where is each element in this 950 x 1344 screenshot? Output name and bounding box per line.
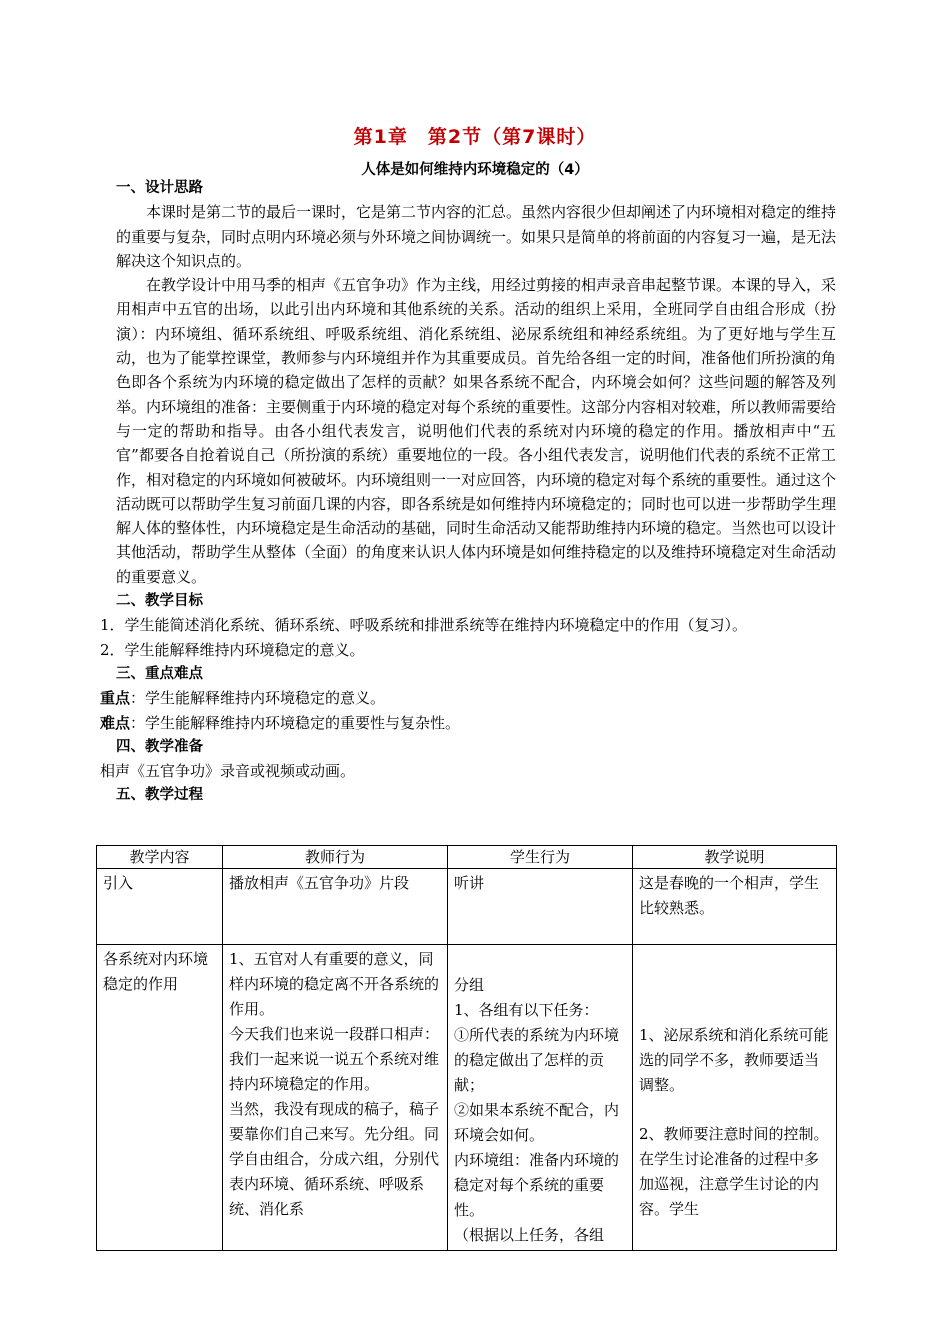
- section-heading-design: 一、设计思路: [116, 180, 203, 196]
- section-heading-preparation: 四、教学准备: [116, 738, 203, 755]
- key-point-label: 重点: [100, 689, 131, 708]
- table-row: [97, 869, 837, 945]
- row2-student-line-4: ②如果本系统不配合，内环境会如何。: [454, 1101, 620, 1144]
- row2-teacher-line-3: 我们一起来说一说五个系统对维持内环境稳定的作用。: [229, 1050, 440, 1093]
- row2-note-line-2: 2、教师要注意时间的控制。在学生讨论准备的过程中多加巡视，注意学生讨论的内容。学生: [639, 1125, 829, 1218]
- goal-item-2: 2．学生能解释维持内环境稳定的意义。: [100, 640, 365, 659]
- header-student: 学生行为: [448, 846, 633, 869]
- difficulty-line: [100, 711, 836, 735]
- goal-item-1: 1．学生能简述消化系统、循环系统、呼吸系统和排泄系统等在维持内环境稳定中的作用（复习）。: [100, 616, 748, 635]
- key-point-line: [100, 686, 836, 710]
- row2-teacher: [223, 945, 448, 1251]
- row2-student-line-5: 内环境组：准备内环境的稳定对每个系统的重要性。: [454, 1151, 620, 1219]
- header-content: 教学内容: [97, 846, 223, 869]
- row1-teacher: 播放相声《五官争功》片段: [223, 869, 448, 945]
- row2-student-line-3: ①所代表的系统为内环境的稳定做出了怎样的贡献；: [454, 1026, 620, 1094]
- lesson-title: 第1章 第2节（第7课时）: [353, 126, 597, 148]
- row2-teacher-line-1: 1、五官对人有重要的意义，同样内环境的稳定离不开各系统的作用。: [229, 950, 440, 1018]
- row2-student-line-6: （根据以上任务，各组: [454, 1226, 605, 1244]
- header-note: 教学说明: [633, 846, 837, 869]
- row1-content: 引入: [97, 869, 223, 945]
- row2-student-line-1: 分组: [454, 976, 485, 994]
- row2-teacher-line-2: 今天我们也来说一段群口相声：: [229, 1025, 440, 1043]
- table-row: [97, 945, 837, 1251]
- row2-student-line-2: 1、各组有以下任务：: [454, 1001, 599, 1019]
- teaching-process-table: [96, 845, 837, 1251]
- difficulty-text: ：学生能解释维持内环境稳定的重要性与复杂性。: [130, 713, 461, 732]
- table-header-row: [97, 846, 837, 869]
- document-body: [100, 176, 837, 808]
- design-paragraph-1: 本课时是第二节的最后一课时，它是第二节内容的汇总。虽然内容很少但却阐述了内环境相对稳定的维持的重要与复杂，同时点明内环境必须与外环境之间协调统一。如果只是简单的将前面的内容复习一遍，是无法解决这个知识点的。: [116, 203, 837, 270]
- lesson-subtitle: 人体是如何维持内环境稳定的（4）: [361, 162, 589, 178]
- section-heading-goals: 二、教学目标: [116, 593, 203, 610]
- section-heading-key-points: 三、重点难点: [116, 665, 203, 682]
- row2-teacher-line-4: 当然，我没有现成的稿子，稿子要靠你们自己来写。先分组。同学自由组合，分成六组，分别代表内环境、循环系统、呼吸系统、消化系: [229, 1100, 440, 1218]
- difficulty-label: 难点: [100, 713, 131, 732]
- header-teacher: 教师行为: [223, 846, 448, 869]
- row2-student: [448, 945, 633, 1251]
- preparation-text: 相声《五官争功》录音或视频或动画。: [100, 762, 356, 781]
- row2-note-line-1: 1、泌尿系统和消化系统可能选的同学不多，教师要适当调整。: [639, 1026, 829, 1094]
- row2-note: [633, 945, 837, 1251]
- row1-student: 听讲: [448, 869, 633, 945]
- row2-content: 各系统对内环境稳定的作用: [97, 945, 223, 1251]
- section-heading-process: 五、教学过程: [116, 787, 203, 804]
- key-point-text: ：学生能解释维持内环境稳定的意义。: [130, 689, 386, 708]
- row1-note: 这是春晚的一个相声，学生比较熟悉。: [633, 869, 837, 945]
- design-paragraph-2: 在教学设计中用马季的相声《五官争功》作为主线，用经过剪接的相声录音串起整节课。本课的导入，采用相声中五官的出场，以此引出内环境和其他系统的关系。活动的组织上采用，全班同学自由组合形成（扮演）：内环境组、循环系统组、呼吸系统组、消化系统组、泌尿系统组和神经系统组。为了更好地与学生互动，也为了能掌控课堂，教师参与内环境组并作为其重要成员。首先给各组一定的时间，准备他们所扮演的角色即各个系统为内环境的稳定做出了怎样的贡献？如果各系统不配合，内环境会如何？这些问题的解答及列举。内环境组的准备：主要侧重于内环境的稳定对每个系统的重要性。这部分内容相对较难，所以教师需要给与一定的帮助和指导。由各小组代表发言，说明他们代表的系统对内环境的稳定的作用。播放相声中“五官”都要各自抢着说自己（所扮演的系统）重要地位的一段。各小组代表发言，说明他们代表的系统不正常工作，相对稳定的内环境如何被破坏。内环境组则一一对应回答，内环境的稳定对每个系统的重要性。通过这个活动既可以帮助学生复习前面几课的内容，即各系统是如何维持内环境稳定的；同时也可以进一步帮助学生理解人体的整体性，内环境稳定是生命活动的基础，同时生命活动又能帮助维持内环境的稳定。当然也可以设计其他活动，帮助学生从整体（全面）的角度来认识人体内环境是如何维持稳定的以及维持环境稳定对生命活动的重要意义。: [116, 276, 837, 586]
